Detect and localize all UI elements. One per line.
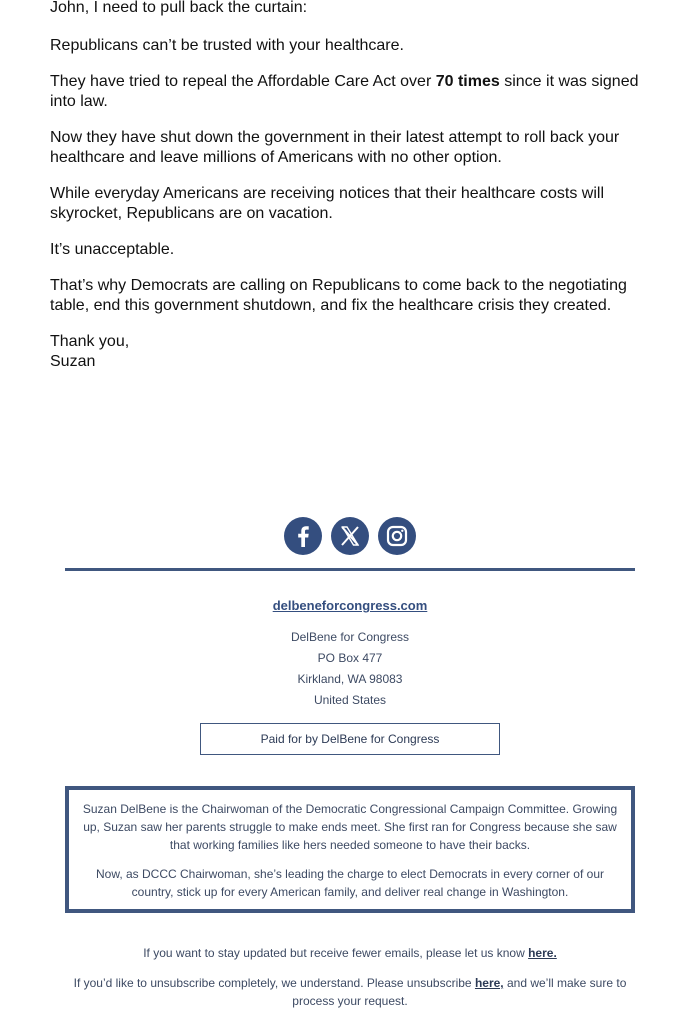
letter-paragraph: That’s why Democrats are calling on Republicans to come back to the negotiating table, end this government shutdown, and fix the healthcare crisis they created. xyxy=(50,277,627,314)
mailing-address xyxy=(0,627,700,711)
text-span: since it was signed into law. xyxy=(50,73,639,110)
sign-off xyxy=(50,332,660,372)
notice-text: If you want to stay updated but receive fewer emails, please let us know xyxy=(143,946,529,960)
address-line: Kirkland, WA 98083 xyxy=(297,672,403,686)
website-link-wrap xyxy=(0,598,700,613)
bio-paragraph: Now, as DCCC Chairwoman, she’s leading the charge to elect Democrats in every corner of our country, stick up for every American family, and deliver real change in Washington. xyxy=(95,867,604,899)
greeting: John, I need to pull back the curtain: xyxy=(50,0,308,16)
letter-paragraph: Now they have shut down the government in their latest attempt to roll back your healthcare and leave millions of Americans with no other option. xyxy=(50,129,620,166)
address-line: United States xyxy=(313,693,387,707)
address-line: DelBene for Congress xyxy=(290,630,410,644)
fewer-emails-notice xyxy=(60,944,640,962)
paid-for-disclaimer: Paid for by DelBene for Congress xyxy=(200,723,500,755)
notice-text: and we’ll make sure to process your request. xyxy=(292,976,627,1008)
letter-paragraph: Republicans can’t be trusted with your healthcare. xyxy=(50,37,404,54)
letter-paragraph xyxy=(50,72,660,112)
bold-text: 70 times xyxy=(435,73,500,90)
social-links xyxy=(0,517,700,555)
bio-paragraph: Suzan DelBene is the Chairwoman of the Democratic Congressional Campaign Committee. Growing up, Suzan saw her parents struggle to make ends meet. She first ran for Congress because she saw that working families like hers needed someone to have their backs. xyxy=(82,802,618,852)
letter-paragraph: While everyday Americans are receiving notices that their healthcare costs will skyrocket, Republicans are on vacation. xyxy=(50,185,605,222)
facebook-icon[interactable] xyxy=(284,517,322,555)
x-icon[interactable] xyxy=(331,517,369,555)
letter-paragraph: It’s unacceptable. xyxy=(50,241,175,258)
text-span: They have tried to repeal the Affordable Care Act over xyxy=(50,73,436,90)
bio-box xyxy=(65,786,635,913)
closing: Thank you, xyxy=(50,333,130,350)
unsubscribe-notice xyxy=(60,974,640,1010)
unsubscribe-link[interactable]: here, xyxy=(474,976,504,990)
website-link[interactable]: delbeneforcongress.com xyxy=(272,598,428,613)
notice-text: If you’d like to unsubscribe completely, we understand. Please unsubscribe xyxy=(73,976,475,990)
instagram-icon[interactable] xyxy=(378,517,416,555)
divider xyxy=(65,568,635,571)
letter-body xyxy=(50,0,660,388)
signature: Suzan xyxy=(50,353,96,370)
address-line: PO Box 477 xyxy=(317,651,383,665)
fewer-emails-link[interactable]: here. xyxy=(528,946,557,960)
